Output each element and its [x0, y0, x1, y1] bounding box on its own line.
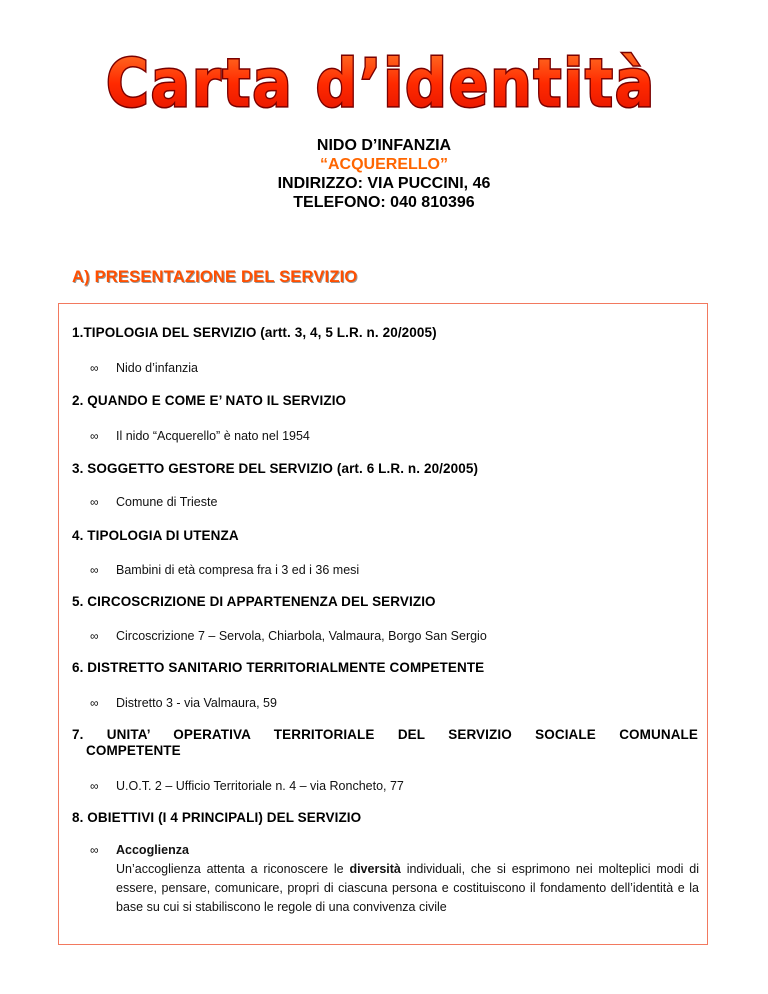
bullet-icon: ∞	[90, 429, 99, 443]
item-1-text: Nido d’infanzia	[116, 361, 198, 375]
header-line-3: INDIRIZZO: VIA PUCCINI, 46	[277, 175, 491, 192]
header-line-1: NIDO D’INFANZIA	[316, 137, 452, 154]
logo-text: Carta d’identità	[106, 45, 656, 122]
bullet-icon: ∞	[90, 629, 99, 643]
item-3-bullet	[90, 495, 217, 509]
bullet-icon: ∞	[90, 495, 99, 509]
section-title: A) PRESENTAZIONE DEL SERVIZIO	[72, 268, 358, 286]
bullet-icon: ∞	[90, 361, 99, 375]
item-5-heading: 5. CIRCOSCRIZIONE DI APPARTENENZA DEL SERVIZIO	[72, 594, 436, 609]
bullet-icon: ∞	[90, 779, 99, 793]
bullet-icon: ∞	[90, 843, 99, 857]
logo-wordart	[96, 26, 666, 126]
item-2-heading: 2. QUANDO E COME E’ NATO IL SERVIZIO	[72, 393, 347, 408]
bullet-icon: ∞	[90, 696, 99, 710]
item-1-heading: 1.TIPOLOGIA DEL SERVIZIO (artt. 3, 4, 5 L.R. n. 20/2005)	[72, 325, 437, 340]
item-8-heading: 8. OBIETTIVI (I 4 PRINCIPALI) DEL SERVIZIO	[72, 810, 362, 825]
accoglienza-paragraph	[116, 860, 699, 917]
item-7-bullet	[90, 779, 404, 793]
header-line-2: “ACQUERELLO”	[320, 156, 448, 173]
item-3-heading: 3. SOGGETTO GESTORE DEL SERVIZIO (art. 6 L.R. n. 20/2005)	[72, 461, 479, 476]
item-6-bullet	[90, 696, 277, 710]
item-5-text: Circoscrizione 7 – Servola, Chiarbola, Valmaura, Borgo San Sergio	[116, 629, 487, 643]
item-1-bullet	[90, 361, 198, 375]
item-6-heading: 6. DISTRETTO SANITARIO TERRITORIALMENTE COMPETENTE	[72, 660, 485, 675]
item-2-bullet	[90, 429, 310, 443]
item-6-text: Distretto 3 - via Valmaura, 59	[116, 696, 277, 710]
header-block	[0, 136, 768, 212]
title-logo	[96, 26, 666, 126]
header-line-4: TELEFONO: 040 810396	[293, 194, 475, 211]
bullet-icon: ∞	[90, 563, 99, 577]
item-2-text: Il nido “Acquerello” è nato nel 1954	[116, 429, 310, 443]
item-7-heading-cont: COMPETENTE	[86, 743, 181, 758]
para-text-2: individuali, che si esprimono nei molteplici modi di essere, pensare, comunicare, propri di ciascuna persona e costituiscono il fondamento dell’identità e la base su cui si stabiliscono le regole di una convivenza civile	[116, 862, 700, 914]
item-4-heading: 4. TIPOLOGIA DI UTENZA	[72, 528, 239, 543]
item-5-bullet	[90, 629, 487, 643]
item-8-text: Accoglienza	[116, 843, 189, 857]
para-bold: diversità	[349, 862, 401, 876]
item-4-text: Bambini di età compresa fra i 3 ed i 36 mesi	[116, 563, 360, 577]
item-7-heading: 7. UNITA’ OPERATIVA TERRITORIALE DEL SERVIZIO SOCIALE COMUNALE	[72, 727, 698, 742]
item-4-bullet	[90, 563, 359, 577]
item-7-text: U.O.T. 2 – Ufficio Territoriale n. 4 – via Roncheto, 77	[116, 779, 404, 793]
item-3-text: Comune di Trieste	[116, 495, 218, 509]
para-text-1: Un’accoglienza attenta a riconoscere le	[116, 862, 350, 876]
item-8-bullet	[90, 843, 189, 857]
